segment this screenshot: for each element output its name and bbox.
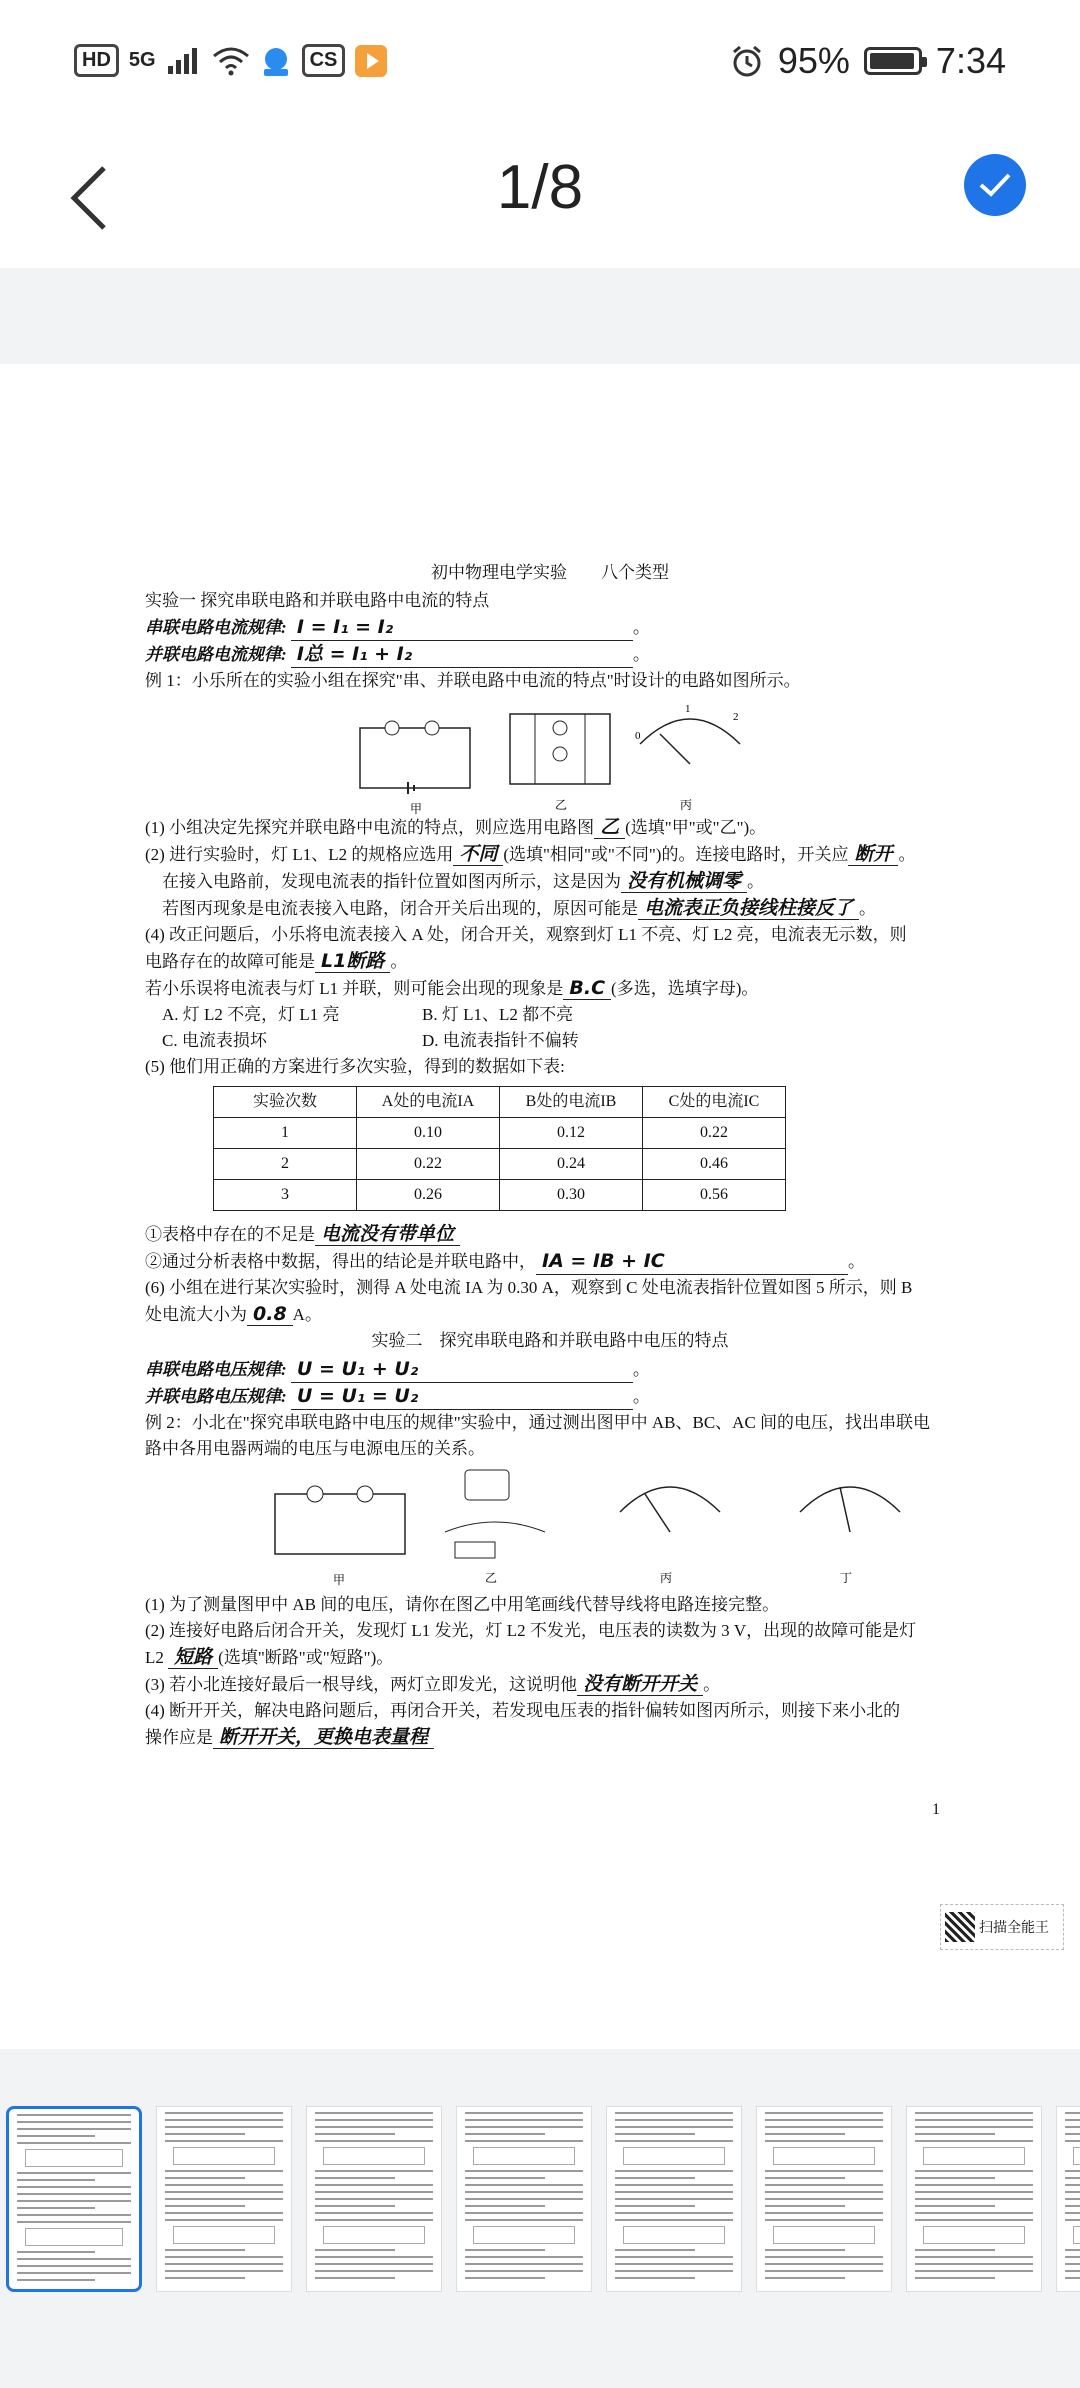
page-thumbnail[interactable]: [756, 2106, 892, 2292]
q5b-answer: IA = IB + IC: [536, 1248, 848, 1275]
table-cell: 3: [214, 1180, 357, 1211]
table-cell: 0.10: [357, 1118, 500, 1149]
scanner-watermark: [940, 1904, 1064, 1950]
status-right: [730, 40, 1006, 82]
table-cell: 2: [214, 1149, 357, 1180]
table-cell: 0.46: [643, 1149, 786, 1180]
fig2-label-ding: 丁: [840, 1571, 853, 1585]
part-3: (3) 若小北连接好最后一根导线，两灯立即发光，这说明他 没有断开开关 。: [145, 1673, 721, 1695]
network-label: 5G: [128, 49, 156, 71]
page-thumbnail[interactable]: [606, 2106, 742, 2292]
series-voltage-answer: U = U₁ + U₂: [291, 1356, 633, 1383]
table-cell: 0.22: [357, 1149, 500, 1180]
thumbnail-strip[interactable]: [0, 2050, 1080, 2388]
question-6b: 处电流大小为 0.8 A。: [145, 1303, 322, 1325]
example1: 例 1：小乐所在的实验小组在探究"串、并联电路中电流的特点"时设计的电路如图所示。: [145, 671, 801, 690]
page-thumbnail[interactable]: [906, 2106, 1042, 2292]
apparatus-yi: [425, 1462, 565, 1590]
fig2-label-bing: 丙: [660, 1571, 673, 1585]
page-counter: 1/8: [496, 153, 584, 222]
watermark-text: 扫描全能王: [979, 1919, 1049, 1935]
question-3: 在接入电路前，发现电流表的指针位置如图丙所示，这是因为 没有机械调零 。: [162, 870, 765, 892]
q3-answer: 没有机械调零: [621, 870, 747, 893]
battery-percent: 95%: [777, 40, 850, 81]
battery-icon: [864, 47, 922, 75]
page-thumbnail[interactable]: [456, 2106, 592, 2292]
question-6: (6) 小组在进行某次实验时，测得 A 处电流 IA 为 0.30 A，观察到 C 处电流表指针位置如图 5 所示，则 B: [145, 1278, 913, 1297]
table-header-row: [214, 1087, 786, 1118]
part-4: (4) 断开开关，解决电路问题后，再闭合开关，若发现电压表的指针偏转如图丙所示，则接下来小北的: [145, 1701, 901, 1720]
series-current-answer: I = I₁ = I₂: [291, 614, 633, 641]
question-4c: 若小乐误将电流表与灯 L1 并联，则可能会出现的现象是 B.C (多选，选填字母)。: [145, 977, 759, 999]
table-header: A处的电流IA: [357, 1087, 500, 1118]
table-row: [214, 1180, 786, 1211]
document-content: 初中物理电学实验 八个类型 实验一 探究串联电路和并联电路中电流的特点 串联电路电流规律: I = I₁ = I₂ 。 并联电路电流规律: I总 = I₁ + I₂ 。 例 1：小乐所在的实验小组在探究"串、并联电路中电流的特点"时设计的电路如图所示。 甲 乙 0 1 2 丙 (1) 小组决定先探究并联电路中电流的特点，则应选用电路图 乙 (选填"甲"或"乙")。 (2) 进行实验时，灯 L1、L2 的规格应选用 不同 (选填"相同"或"不同")的。连接电路时，开关应 断开 。 在接入电路前，发现电流表的指针位置如图丙所示，这是因为 没有机械调零 。 若图丙现象是电流表接入电路，闭合开关后出现的，原因可能是 电流表正负接线柱接反了 。 (4) 改正问题后，小乐将电流表接入 A 处，闭合开关，观察到灯 L1 不亮、灯 L2 亮，电流表无示数，则 电路存在的故障可能是 L1断路 。 若小乐误将电流表与灯 L1 并联，则可能会出现的现象是 B.C (多选，选填字母)。 A. 灯 L2 不亮，灯 L1 亮 B. 灯 L1、L2 都不亮 C. 电流表损坏 D. 电流表指针不偏转 (5) 他们用正确的方案进行多次实验，得到的数据如下表: 实验次数 A处的电流IA B处的电流IB C处的电流IC 1 0.10 0.12 0.22 2 0.22 0.24 0.46 3 0.26 0.30 0.56 ①表格中存在的不足是 电流没有带单位 ②通过分析表格中数据，得出的结论是并联电路中， IA = IB + IC 。 (6) 小组在进行某次实验时，测得 A 处电流 IA 为 0.30 A，观察到 C 处电流表指针位置如图 5 所示，则 B 处电流大小为 0.8 A。 实验二 探究串联电路和并联电路中电压的特点 串联电路电压规律: U = U₁ + U₂ 。 并联电路电压规律: U = U₁ = U₂ 。 例 2：小北在"探究串联电路中电压的规律"实验中，通过测出图甲中 AB、BC、AC 间的电压，找出串联电 路中各用电器两端的电压与电源电压的关系。 甲 乙 丙 丁 (1) 为了测量图甲中 AB 间的电压，请你在图乙中用笔画线代替导线将电路连接完整。 (2) 连接好电路后闭合开关，发现灯 L1 发光，灯 L2 不发光，电压表的读数为 3 V，出现的故障可能是灯 L2 短路 (选填"断路"或"短路")。 (3) 若小北连接好最后一根导线，两灯立即发光，这说明他 没有断开开关 。 (4) 断开开关，解决电路问题后，再闭合开关，若发现电压表的指针偏转如图丙所示，则接下来小北的 操作应是 断开开关，更换电表量程: [145, 560, 955, 1751]
option-d: D. 电流表指针不偏转: [422, 1031, 579, 1050]
clock: 7:34: [935, 40, 1006, 81]
question-1: (1) 小组决定先探究并联电路中电流的特点，则应选用电路图 乙 (选填"甲"或"乙")。: [145, 816, 767, 838]
status-left: [74, 44, 387, 77]
fig-label-yi: 乙: [555, 798, 568, 812]
part-4b: 操作应是 断开开关，更换电表量程: [145, 1724, 955, 1751]
check-icon: [978, 171, 1012, 199]
table-row: [214, 1118, 786, 1149]
table-cell: 0.24: [500, 1149, 643, 1180]
page-thumbnail[interactable]: [6, 2106, 142, 2292]
signal-icon: [166, 46, 202, 76]
circuit-figures-1: [145, 694, 955, 814]
table-cell: 0.22: [643, 1118, 786, 1149]
question-5a: ①表格中存在的不足是 电流没有带单位: [145, 1221, 955, 1248]
page-thumbnail[interactable]: [156, 2106, 292, 2292]
q5a-answer: 电流没有带单位: [315, 1223, 460, 1246]
voltmeter-dial-ding: [785, 1462, 915, 1590]
confirm-button[interactable]: [964, 154, 1026, 216]
table-header: 实验次数: [214, 1087, 357, 1118]
fig-label-jia: 甲: [410, 802, 423, 816]
table-row: [214, 1149, 786, 1180]
options-cd: [145, 1028, 955, 1054]
app-notification-icon: [260, 45, 292, 77]
circuit-figures-2: [145, 1462, 955, 1592]
q1-answer: 乙: [594, 816, 625, 839]
app-header: [0, 130, 1080, 268]
svg-text:0: 0: [635, 730, 641, 742]
q2-answer2: 断开: [848, 843, 898, 866]
question-2: (2) 进行实验时，灯 L1、L2 的规格应选用 不同 (选填"相同"或"不同")的。连接电路时，开关应 断开 。: [145, 843, 916, 865]
page-thumbnail[interactable]: [306, 2106, 442, 2292]
exp1-title: 实验一 探究串联电路和并联电路中电流的特点: [145, 591, 490, 610]
status-bar: [0, 0, 1080, 130]
option-c: C. 电流表损坏: [162, 1031, 267, 1050]
question-4b: 电路存在的故障可能是 L1断路 。: [145, 950, 408, 972]
q2-answer: 不同: [453, 843, 503, 866]
doc-title: 初中物理电学实验 八个类型: [431, 563, 669, 582]
table-cell: 0.12: [500, 1118, 643, 1149]
cs-badge: CS: [302, 44, 346, 77]
parallel-voltage-label: 并联电路电压规律:: [145, 1387, 287, 1406]
parallel-current-label: 并联电路电流规律:: [145, 645, 287, 664]
p2b-answer: 短路: [168, 1646, 218, 1669]
example2b: 路中各用电器两端的电压与电源电压的关系。: [145, 1439, 485, 1458]
svg-text:1: 1: [685, 703, 691, 715]
part-1: (1) 为了测量图甲中 AB 间的电压，请你在图乙中用笔画线代替导线将电路连接完整。: [145, 1595, 780, 1614]
question-5b: ②通过分析表格中数据，得出的结论是并联电路中， IA = IB + IC 。: [145, 1248, 955, 1275]
table-cell: 0.26: [357, 1180, 500, 1211]
circuit-diagram-jia: [350, 698, 480, 816]
exp2-title: 实验二 探究串联电路和并联电路中电压的特点: [371, 1331, 729, 1350]
table-cell: 1: [214, 1118, 357, 1149]
option-a: A. 灯 L2 不亮，灯 L1 亮: [162, 1005, 340, 1024]
table-header: C处的电流IC: [643, 1087, 786, 1118]
part-2b: L2 短路 (选填"断路"或"短路")。: [145, 1646, 394, 1668]
p4b-answer: 断开开关，更换电表量程: [213, 1726, 434, 1749]
fig-label-bing: 丙: [680, 798, 693, 812]
q3b-answer: 电流表正负接线柱接反了: [638, 897, 859, 920]
question-4: (4) 改正问题后，小乐将电流表接入 A 处，闭合开关，观察到灯 L1 不亮、灯 L2 亮，电流表无示数，则: [145, 925, 907, 944]
part-2: (2) 连接好电路后闭合开关，发现灯 L1 发光，灯 L2 不发光，电压表的读数为 3 V，出现的故障可能是灯: [145, 1621, 917, 1640]
fig2-label-yi: 乙: [485, 1571, 498, 1585]
series-current-label: 串联电路电流规律:: [145, 618, 287, 637]
fig2-label-jia: 甲: [333, 1573, 346, 1587]
question-3b: 若图丙现象是电流表接入电路，闭合开关后出现的，原因可能是 电流表正负接线柱接反了 。: [162, 897, 877, 919]
example2: 例 2：小北在"探究串联电路中电压的规律"实验中，通过测出图甲中 AB、BC、AC 间的电压，找出串联电: [145, 1413, 931, 1432]
table-header: B处的电流IB: [500, 1087, 643, 1118]
qr-code-icon: [945, 1912, 975, 1942]
hd-badge: HD: [74, 44, 119, 77]
ammeter-dial-bing: [625, 694, 755, 812]
series-voltage-label: 串联电路电压规律:: [145, 1360, 287, 1379]
options-ab: [145, 1002, 955, 1028]
table-cell: 0.56: [643, 1180, 786, 1211]
q4b-answer: L1断路: [315, 950, 390, 973]
page-number: 1: [932, 1801, 940, 1818]
circuit-diagram-yi: [500, 694, 630, 812]
p3-answer: 没有断开开关: [577, 1673, 703, 1696]
series-circuit-jia: [265, 1464, 415, 1592]
battery-fill: [870, 53, 914, 69]
q6b-answer: 0.8: [247, 1303, 293, 1326]
parallel-voltage-answer: U = U₁ = U₂: [291, 1383, 633, 1410]
question-5: (5) 他们用正确的方案进行多次实验，得到的数据如下表:: [145, 1057, 565, 1076]
q4c-answer: B.C: [563, 977, 611, 1000]
page-thumbnail[interactable]: [1056, 2106, 1080, 2292]
wifi-icon: [212, 46, 250, 76]
header-spacer: [0, 268, 1080, 364]
svg-text:2: 2: [733, 711, 739, 723]
table-cell: 0.30: [500, 1180, 643, 1211]
document-page[interactable]: [0, 364, 1080, 2049]
option-b: B. 灯 L1、L2 都不亮: [422, 1005, 574, 1024]
alarm-icon: [730, 44, 764, 78]
play-app-icon: [355, 45, 387, 77]
parallel-current-answer: I总 = I₁ + I₂: [291, 641, 633, 668]
voltmeter-dial-bing: [605, 1462, 735, 1590]
data-table: [213, 1086, 786, 1211]
